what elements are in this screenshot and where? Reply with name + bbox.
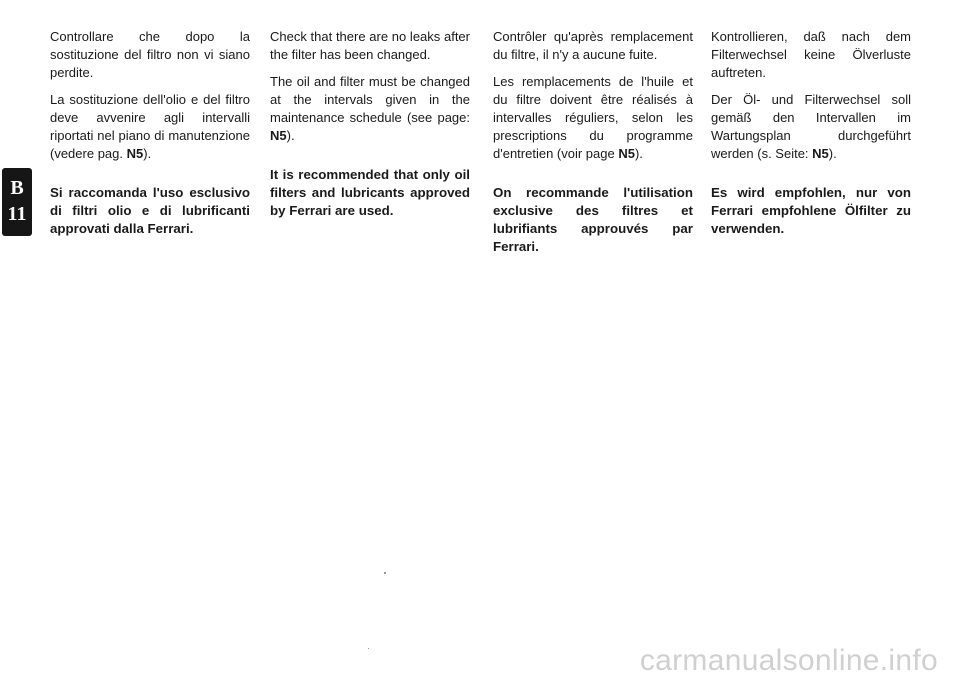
column-italian bbox=[50, 28, 250, 247]
section-tab bbox=[2, 168, 32, 236]
column-french bbox=[493, 28, 693, 265]
page-ref: N5 bbox=[126, 146, 144, 161]
recommendation-text: It is recommended that only oil filters and lubricants approved by Ferrari are used. bbox=[270, 167, 470, 218]
leak-check-text: Contrôler qu'après remplacement du filtre, il n'y a aucune fuite. bbox=[493, 29, 693, 62]
leak-check-text: Kontrollieren, daß nach dem Filterwechsel keine Ölverluste auftreten. bbox=[711, 29, 911, 80]
column-german bbox=[711, 28, 911, 247]
recommendation-text: On recommande l'utilisation exclusive des filtres et lubrifiants approuvés par Ferrari. bbox=[493, 185, 693, 254]
interval-text: Der Öl- und Filterwechsel soll gemäß den Intervallen im Wartungsplan durchgeführt werden (s. Seite: N5). bbox=[711, 92, 911, 161]
scan-speck bbox=[384, 572, 386, 574]
interval-text: Les remplacements de l'huile et du filtre doivent être réalisés à intervalles réguliers, selon les prescriptions du programme d'entretien (voir page N5). bbox=[493, 74, 693, 161]
page-number: 11 bbox=[7, 203, 27, 225]
page-ref: N5 bbox=[812, 146, 829, 161]
leak-check-text: Check that there are no leaks after the filter has been changed. bbox=[270, 29, 470, 62]
page-ref: N5 bbox=[270, 128, 287, 143]
column-english bbox=[270, 28, 470, 229]
recommendation-text: Si raccomanda l'uso esclusivo di filtri olio e di lubrificanti approvati dalla Ferrari. bbox=[50, 185, 250, 236]
section-letter: B bbox=[10, 177, 24, 199]
watermark-text: carmanualsonline.info bbox=[639, 644, 938, 677]
recommendation-text: Es wird empfohlen, nur von Ferrari empfohlene Ölfilter zu verwenden. bbox=[711, 185, 911, 236]
interval-text: La sostituzione dell'olio e del filtro deve avvenire agli intervalli riportati nel piano di manutenzione (vedere pag. N5). bbox=[50, 92, 250, 161]
interval-text: The oil and filter must be changed at the intervals given in the maintenance schedule (see page: N5). bbox=[270, 74, 470, 143]
page-ref: N5 bbox=[618, 146, 635, 161]
leak-check-text: Controllare che dopo la sostituzione del filtro non vi siano perdite. bbox=[50, 29, 250, 80]
scan-speck bbox=[368, 648, 369, 649]
